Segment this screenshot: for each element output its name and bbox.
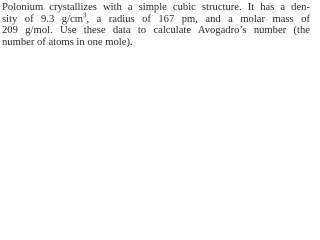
problem-line-4: number of atoms in one mole).: [2, 36, 133, 48]
radius-molar-mass-text: , a radius of 167 pm, and a molar mass of: [86, 13, 310, 25]
problem-text: [2, 2, 310, 48]
exponent-3: 3: [82, 11, 87, 20]
problem-line-1: Polonium crystallizes with a simple cubic structure. It has a den-: [2, 2, 310, 13]
density-text: sity of 9.3 g/cm: [2, 13, 83, 25]
problem-line-2: [2, 11, 310, 26]
problem-line-3: 209 g/mol. Use these data to calculate Avogadro’s number (the: [2, 25, 310, 37]
